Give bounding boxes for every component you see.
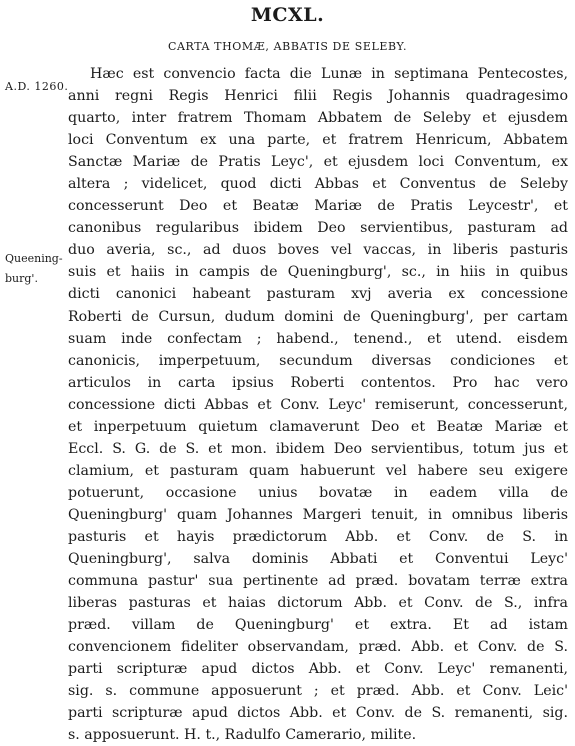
text-line: concessione dicti Abbas et Conv. Leyc' remiserunt, concesserunt, bbox=[68, 396, 568, 413]
text-line: suam inde confectam ; habend., tenend., et utend. eisdem bbox=[68, 330, 568, 347]
text-line: potuerunt, occasione unius bovatæ in eadem villa de bbox=[68, 484, 568, 501]
text-line: Hæc est convencio facta die Lunæ in septimana Pentecostes, bbox=[90, 66, 568, 82]
text-line: liberas pasturas et haias dictorum Abb. et Conv. de S., infra bbox=[68, 595, 568, 612]
text-line: articulos in carta ipsius Roberti contentos. Pro hac vero bbox=[68, 374, 568, 391]
text-line: duo averia, sc., ad duos boves vel vaccas, in liberis pasturis bbox=[68, 242, 568, 259]
text-line: dicti canonici habeant pasturam xvj averia ex concessione bbox=[68, 286, 568, 303]
margin-note-place bbox=[5, 249, 63, 289]
text-line: Sanctæ Mariæ de Pratis Leyc', et ejusdem loci Conventum, ex bbox=[68, 154, 568, 171]
text-line: parti scripturæ apud dictos Abb. et Conv. de S. remanenti, sig. bbox=[68, 705, 568, 722]
charter-body-text bbox=[68, 63, 568, 746]
text-line: convencionem fideliter observandam, præd. Abb. et Conv. de S. bbox=[68, 639, 568, 656]
text-line: suis et haiis in campis de Queningburg', sc., in hiis in quibus bbox=[68, 264, 568, 281]
text-line: et inperpetuum quietum clamaverunt Deo et Beatæ Mariæ et bbox=[68, 418, 568, 435]
text-line: Queningburg', salva dominis Abbati et Conventui Leyc' bbox=[68, 551, 568, 568]
margin-note-place-line: Queening- bbox=[5, 252, 63, 265]
text-line: canonicis, imperpetuum, secundum diversas condiciones et bbox=[68, 352, 568, 369]
text-line: parti scripturæ apud dictos Abb. et Conv. Leyc' remanenti, bbox=[68, 661, 568, 678]
text-line: præd. villam de Queningburg' et extra. Et ad istam bbox=[68, 617, 568, 634]
text-line: Roberti de Cursun, dudum domini de Queningburg', per cartam bbox=[68, 308, 568, 325]
text-line: Queningburg' quam Johannes Margeri tenuit, in omnibus liberis bbox=[68, 506, 568, 523]
text-line: altera ; videlicet, quod dicti Abbas et Conventus de Seleby bbox=[68, 176, 568, 193]
text-line: Eccl. S. G. de S. et mon. ibidem Deo servientibus, totum jus et bbox=[68, 440, 568, 457]
margin-note-date: A.D. 1260. bbox=[5, 80, 69, 93]
text-line: communa pastur' sua pertinente ad præd. bovatam terræ extra bbox=[68, 573, 568, 590]
text-line: loci Conventum ex una parte, et fratrem Henricum, Abbatem bbox=[68, 132, 568, 149]
text-line: concesserunt Deo et Beatæ Mariæ de Pratis Leycestr', et bbox=[68, 198, 568, 215]
text-line: clamium, et pasturam quam habuerunt vel habere seu exigere bbox=[68, 462, 568, 479]
text-line: s. apposuerunt. H. t., Radulfo Camerario, milite. bbox=[68, 727, 417, 744]
charter-number-heading: MCXL. bbox=[250, 4, 325, 26]
charter-title: CARTA THOMÆ, ABBATIS DE SELEBY. bbox=[167, 40, 408, 53]
margin-note-place-line: burg'. bbox=[5, 272, 38, 285]
text-line: pasturis et hayis prædictorum Abb. et Conv. de S. in bbox=[68, 528, 568, 545]
text-line: sig. s. commune apposuerunt ; et præd. Abb. et Conv. Leic' bbox=[68, 683, 568, 700]
text-line: anni regni Regis Henrici filii Regis Johannis quadragesimo bbox=[68, 88, 568, 105]
text-line: quarto, inter fratrem Thomam Abbatem de Seleby et ejusdem bbox=[68, 110, 568, 127]
text-line: canonibus regularibus ibidem Deo servientibus, pasturam ad bbox=[68, 220, 568, 237]
